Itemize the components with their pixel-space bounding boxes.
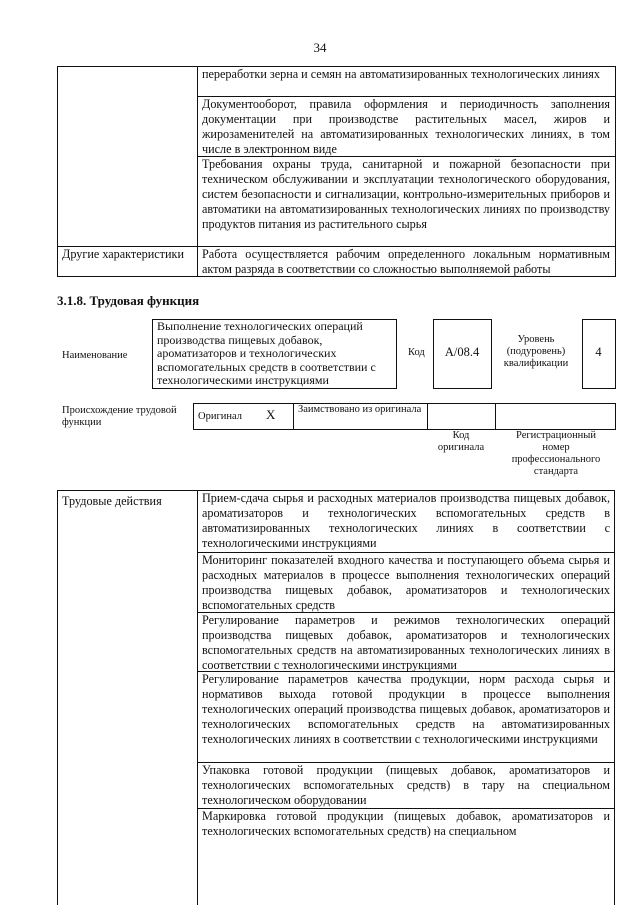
top-row-3: Требования охраны труда, санитарной и пожарной безопасности при техническом обслуживании и эксплуатации технологического оборудования, систем безопасности и сигнализации, контрольно-измерительных приборов и автоматики на автоматизированных технологических линиях по производству продуктов питания из растительного сырья	[202, 157, 610, 231]
other-characteristics-text: Работа осуществляется рабочим определенного локальным нормативным актом разряда в соответствии со сложностью выполняемой работы	[202, 247, 610, 276]
action-item: Упаковка готовой продукции (пищевых добавок, ароматизаторов и технологических вспомогательных средств) в тару на специальном технологическом оборудовании	[202, 763, 610, 807]
top-table-col-divider	[197, 66, 198, 276]
borrowed-label: Заимствовано из оригинала	[298, 404, 422, 415]
action-item: Регулирование параметров качества продукции, норм расхода сырья и нормативов выхода готовой продукции в процессе выполнения технологических операций производства пищевых добавок, ароматизаторов и технологических вспомогательных средств на автоматизированных технологических линиях в соответствии с технологическими инструкциями	[202, 672, 610, 746]
actions-table-left	[57, 490, 58, 905]
level-label: Уровень (подуровень) квалификации	[503, 334, 569, 369]
origin-divider	[495, 403, 496, 429]
original-label: Оригинал	[198, 411, 242, 422]
origin-divider	[293, 403, 294, 429]
section-title: 3.1.8. Трудовая функция	[57, 293, 200, 308]
code-original-caption: Код оригинала	[437, 430, 485, 453]
top-row-2: Документооборот, правила оформления и периодичность заполнения документации при производстве растительных масел, жиров и жирозаменителей на автоматизированных технологических линиях, в том числе в электронном виде	[202, 97, 610, 156]
original-mark: X	[266, 407, 276, 422]
other-characteristics-label: Другие характеристики	[62, 247, 184, 261]
function-name: Выполнение технологических операций производства пищевых добавок, ароматизаторов и технологических вспомогательных средств в соответствии с технологическими инструкциями	[157, 319, 376, 388]
actions-label: Трудовые действия	[62, 494, 162, 508]
action-item: Маркировка готовой продукции (пищевых добавок, ароматизаторов и технологических вспомогательных средств) на специальном	[202, 809, 610, 838]
top-row-1: переработки зерна и семян на автоматизированных технологических линиях	[202, 67, 600, 81]
code-label: Код	[408, 347, 425, 358]
level-value: 4	[595, 345, 602, 359]
action-item: Мониторинг показателей входного качества и поступающего объема сырья и расходных материалов в процессе выполнения технологических операций производства пищевых добавок, ароматизаторов и технологических вспомогательных средств	[202, 553, 610, 612]
reg-number-caption: Регистрационный номер профессионального стандарта	[511, 430, 601, 477]
origin-label: Происхождение трудовой функции	[62, 405, 177, 428]
action-item: Прием-сдача сырья и расходных материалов производства пищевых добавок, ароматизаторов и технологических вспомогательных средств в автоматизированных технологических линиях в соответствии с технологическими инструкциями	[202, 491, 610, 550]
code-value: A/08.4	[444, 345, 480, 359]
action-item: Регулирование параметров и режимов технологических операций производства пищевых добавок, ароматизаторов и технологических вспомогательных средств на автоматизированных технологических линиях в соответствии с технологическими инструкциями	[202, 613, 610, 672]
name-label: Наименование	[62, 350, 128, 361]
origin-divider	[427, 403, 428, 429]
page-number: 34	[313, 40, 327, 55]
